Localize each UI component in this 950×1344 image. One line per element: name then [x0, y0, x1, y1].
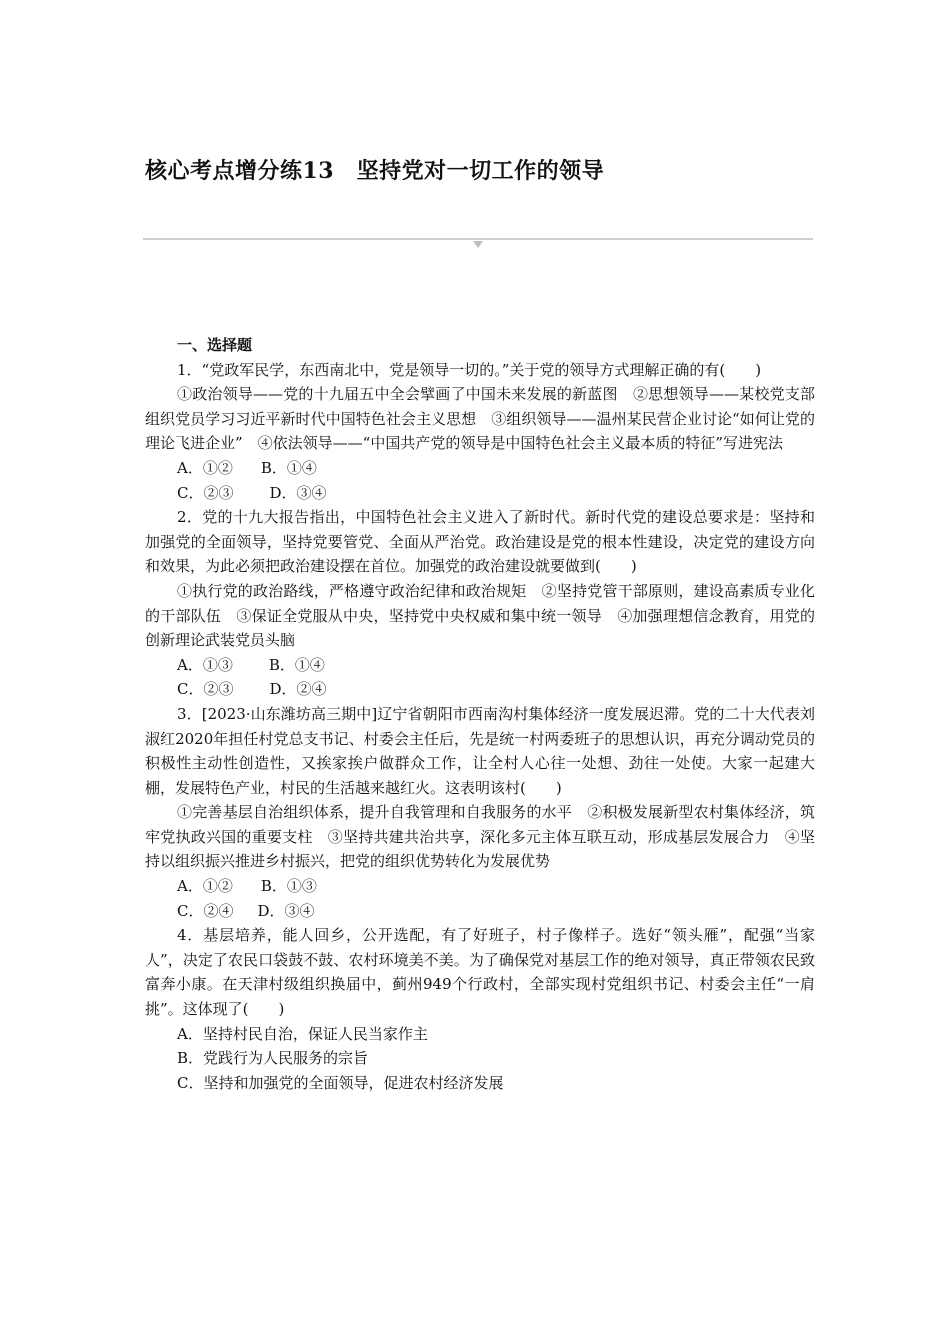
question-2-options-row-1	[145, 653, 815, 678]
page-title: 核心考点增分练13 坚持党对一切工作的领导	[145, 158, 605, 184]
option-a[interactable]: A．坚持村民自治，保证人民当家作主	[177, 1024, 428, 1043]
option-c[interactable]: C．②④	[177, 901, 234, 920]
question-3-items: ①完善基层自治组织体系，提升自我管理和自我服务的水平 ②积极发展新型农村集体经济，筑牢党执政兴国的重要支柱 ③坚持共建共治共享，深化多元主体互联互动，形成基层发展合力 ④坚持以组织振兴推进乡村振兴，把党的组织优势转化为发展优势	[145, 803, 815, 871]
question-1-options-row-1	[145, 456, 815, 481]
option-c[interactable]: C．②③	[177, 680, 234, 699]
option-b[interactable]: B．党践行为人民服务的宗旨	[177, 1049, 369, 1068]
divider-triangle-icon	[473, 241, 483, 248]
option-a[interactable]: A．①②	[177, 877, 233, 896]
option-d[interactable]: D．③④	[257, 901, 315, 920]
option-c[interactable]: C．坚持和加强党的全面领导，促进农村经济发展	[177, 1073, 504, 1092]
question-2-options-row-2	[145, 677, 815, 702]
question-1-stem: 1．“党政军民学，东西南北中，党是领导一切的。”关于党的领导方式理解正确的有( )	[177, 360, 762, 379]
question-3-options-row-1	[145, 874, 815, 899]
option-d[interactable]: D．②④	[269, 680, 327, 699]
option-a[interactable]: A．①③	[177, 655, 233, 674]
section-heading: 一、选择题	[177, 336, 253, 354]
question-list	[145, 333, 815, 1095]
question-2-items: ①执行党的政治路线，严格遵守政治纪律和政治规矩 ②坚持党管干部原则，建设高素质专业化的干部队伍 ③保证全党服从中央，坚持党中央权威和集中统一领导 ④加强理想信念教育，用党的创新理论武装党员头脑	[145, 581, 815, 650]
option-c[interactable]: C．②③	[177, 483, 234, 502]
option-b[interactable]: B．①④	[260, 458, 317, 477]
title-divider	[143, 238, 813, 240]
question-3-options-row-2	[145, 899, 815, 924]
question-1-items: ①政治领导——党的十九届五中全会擘画了中国未来发展的新蓝图 ②思想领导——某校党支部组织党员学习习近平新时代中国特色社会主义思想 ③组织领导——温州某民营企业讨论“如何让党的理论飞进企业” ④依法领导——“中国共产党的领导是中国特色社会主义最本质的特征”写进宪法	[145, 385, 815, 453]
question-1-options-row-2	[145, 481, 815, 506]
question-4-stem: 4．基层培养，能人回乡，公开选配，有了好班子，村子像样子。选好“领头雁”，配强“当家人”，决定了农民口袋鼓不鼓、农村环境美不美。为了确保党对基层工作的绝对领导，真正带领农民致富奔小康。在天津村级组织换届中，蓟州949个行政村，全部实现村党组织书记、村委会主任“一肩挑”。这体现了( )	[145, 926, 815, 1019]
option-b[interactable]: B．①④	[268, 655, 325, 674]
option-b[interactable]: B．①③	[260, 877, 317, 896]
option-a[interactable]: A．①②	[177, 458, 233, 477]
question-3-stem: 3．[2023·山东潍坊高三期中]辽宁省朝阳市西南沟村集体经济一度发展迟滞。党的二十大代表刘淑红2020年担任村党总支书记、村委会主任后，先是统一村两委班子的思想认识，再充分调动党员的积极性主动性创造性，又挨家挨户做群众工作，让全村人心往一处想、劲往一处使。大家一起建大棚，发展特色产业，村民的生活越来越红火。这表明该村( )	[145, 704, 815, 797]
question-2-stem: 2．党的十九大报告指出，中国特色社会主义进入了新时代。新时代党的建设总要求是：坚持和加强党的全面领导，坚持党要管党、全面从严治党。政治建设是党的根本性建设，决定党的建设方向和效果，为此必须把政治建设摆在首位。加强党的政治建设就要做到( )	[145, 508, 815, 576]
option-d[interactable]: D．③④	[269, 483, 327, 502]
